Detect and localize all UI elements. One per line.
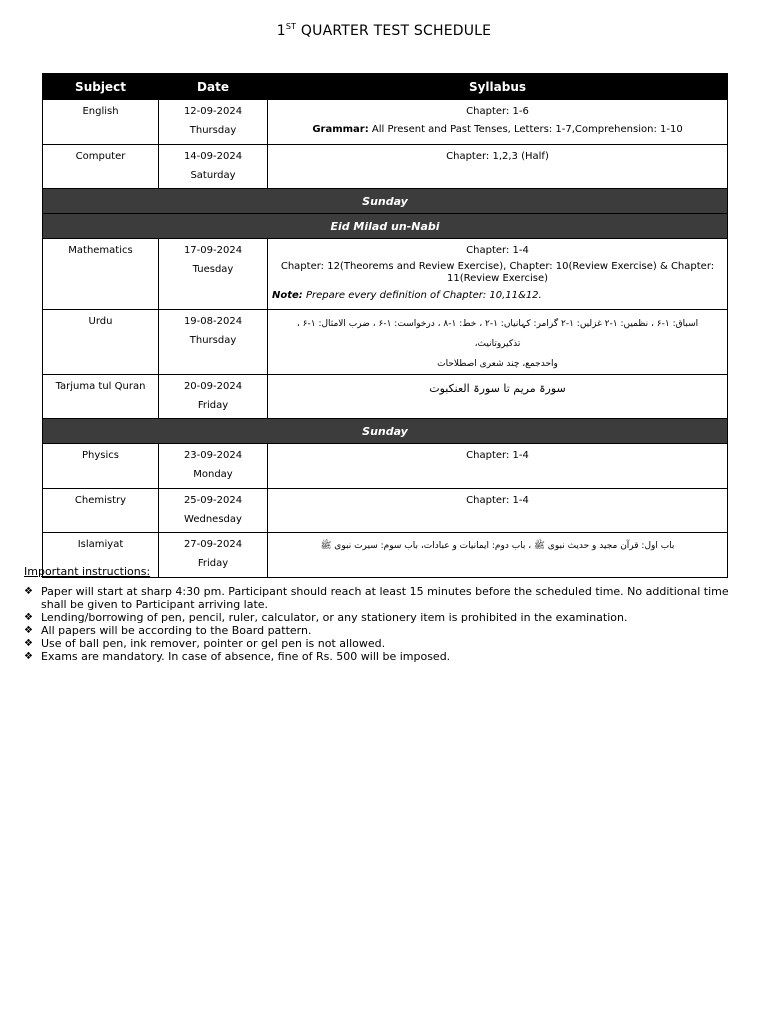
date-cell: 19-08-2024 Thursday — [159, 310, 268, 375]
instructions-list — [24, 585, 729, 663]
diamond-bullet-icon: ❖ — [24, 612, 33, 623]
table-header-row — [43, 74, 728, 100]
table-row — [43, 310, 728, 375]
sunday-band: Sunday — [43, 419, 728, 444]
table-row — [43, 489, 728, 533]
header-syllabus: Syllabus — [268, 74, 728, 100]
syllabus-cell: Chapter: 1-4 — [268, 444, 728, 489]
list-item: ❖ Use of ball pen, ink remover, pointer or gel pen is not allowed. — [24, 637, 386, 650]
date-cell: 25-09-2024 Wednesday — [159, 489, 268, 533]
table-row — [43, 145, 728, 189]
syllabus-cell: باب اول: قرآن مجید و حدیث نبوی ﷺ ، باب دوم: ایمانیات و عبادات، باب سوم: سیرت نبوی ﷺ — [268, 533, 728, 578]
date-cell: 27-09-2024 Friday — [159, 533, 268, 578]
subject-cell: Computer — [43, 145, 159, 189]
subject-cell: Chemistry — [43, 489, 159, 533]
date-cell: 23-09-2024 Monday — [159, 444, 268, 489]
sunday-band: Sunday — [43, 189, 728, 214]
schedule-table — [42, 73, 728, 578]
table-row — [43, 100, 728, 145]
header-date: Date — [159, 74, 268, 100]
syllabus-cell: Chapter: 1-4 Chapter: 12(Theorems and Review Exercise), Chapter: 10(Review Exercise) & Chapter: 11(Review Exercise) Note: Prepare every definition of Chapter: 10,11&12. — [268, 239, 728, 310]
subject-cell: Urdu — [43, 310, 159, 375]
table-row — [43, 444, 728, 489]
header-subject: Subject — [43, 74, 159, 100]
list-item: ❖ Lending/borrowing of pen, pencil, ruler, calculator, or any stationery item is prohibited in the examination. — [24, 611, 628, 624]
syllabus-cell: Chapter: 1-4 — [268, 489, 728, 533]
list-item: ❖ Paper will start at sharp 4:30 pm. Participant should reach at least 15 minutes before the scheduled time. No additional time shall be given to Participant arriving late. — [24, 585, 729, 611]
table-row — [43, 239, 728, 310]
subject-cell: Mathematics — [43, 239, 159, 310]
date-cell: 17-09-2024 Tuesday — [159, 239, 268, 310]
list-item: ❖ Exams are mandatory. In case of absence, fine of Rs. 500 will be imposed. — [24, 650, 451, 663]
date-cell: 14-09-2024 Saturday — [159, 145, 268, 189]
subject-cell: English — [43, 100, 159, 145]
diamond-bullet-icon: ❖ — [24, 651, 33, 662]
date-cell: 12-09-2024 Thursday — [159, 100, 268, 145]
syllabus-cell: Chapter: 1,2,3 (Half) — [268, 145, 728, 189]
subject-cell: Tarjuma tul Quran — [43, 375, 159, 419]
diamond-bullet-icon: ❖ — [24, 638, 33, 649]
syllabus-cell: Chapter: 1-6 Grammar: All Present and Past Tenses, Letters: 1-7,Comprehension: 1-10 — [268, 100, 728, 145]
holiday-band: Eid Milad un-Nabi — [43, 214, 728, 239]
subject-cell: Physics — [43, 444, 159, 489]
diamond-bullet-icon: ❖ — [24, 586, 33, 597]
subject-cell: Islamiyat — [43, 533, 159, 578]
instructions-heading: Important instructions: — [24, 565, 151, 578]
diamond-bullet-icon: ❖ — [24, 625, 33, 636]
date-cell: 20-09-2024 Friday — [159, 375, 268, 419]
list-item: ❖ All papers will be according to the Board pattern. — [24, 624, 312, 637]
page-title: 1ST QUARTER TEST SCHEDULE — [276, 22, 492, 39]
syllabus-cell: سورۃ مریم تا سورۃ العنکبوت — [268, 375, 728, 419]
table-row — [43, 375, 728, 419]
syllabus-cell: اسباق: ۱-۶ ، نظمیں: ۱-۲ غزلیں: ۱-۲ گرامر: کہانیاں: ۱-۲ ، خط: ۱-۸ ، درخواست: ۱-۶ ، ضرب الامثال: ۱-۶ ، تذکیروتانیث، واحدجمع، چند شعری اصطلاحات — [268, 310, 728, 375]
